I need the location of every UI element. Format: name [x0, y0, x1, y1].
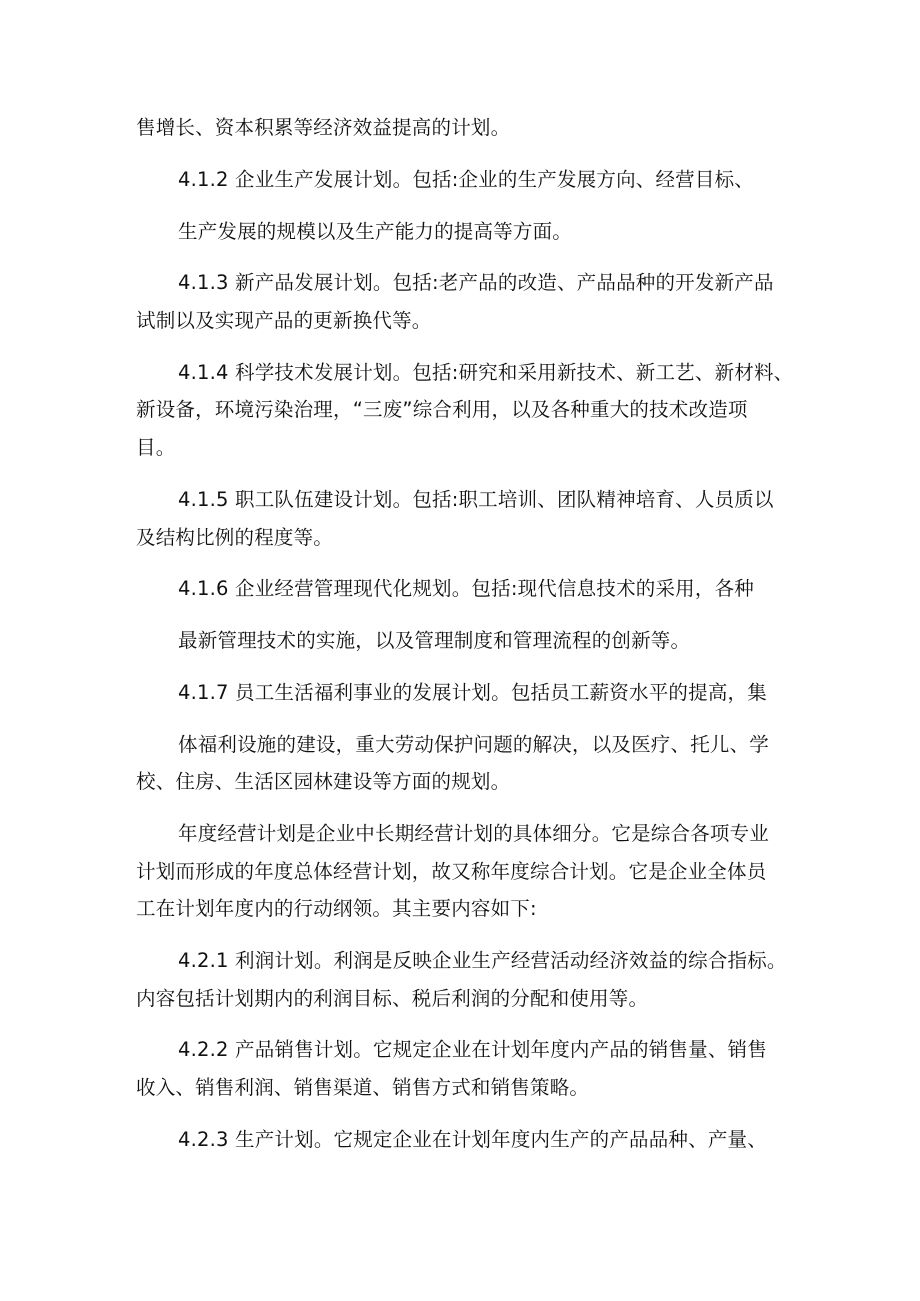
text-line-20: 内容包括计划期内的利润目标、税后利润的分配和使用等。 — [136, 987, 649, 1010]
text-line-8: 目。 — [136, 436, 176, 459]
text-line-17: 计划而形成的年度总体经营计划，故又称年度综合计划。它是企业全体员 — [136, 860, 767, 883]
text-line-6: 4.1.4 科学技术发展计划。包括:研究和采用新技术、新工艺、新材料、 — [178, 361, 794, 384]
text-line-10: 及结构比例的程度等。 — [136, 526, 334, 549]
text-line-12: 最新管理技术的实施，以及管理制度和管理流程的创新等。 — [178, 629, 691, 652]
text-line-18: 工在计划年度内的行动纲领。其主要内容如下: — [136, 897, 537, 920]
text-line-22: 收入、销售利润、销售渠道、销售方式和销售策略。 — [136, 1076, 590, 1099]
text-line-14: 体福利设施的建设，重大劳动保护问题的解决，以及医疗、托儿、学 — [178, 733, 770, 756]
text-line-9: 4.1.5 职工队伍建设计划。包括:职工培训、团队精神培育、人员质以 — [178, 488, 774, 511]
text-line-1: 售增长、资本积累等经济效益提高的计划。 — [136, 116, 511, 139]
text-line-5: 试制以及实现产品的更新换代等。 — [136, 309, 432, 332]
text-line-16: 年度经营计划是企业中长期经营计划的具体细分。它是综合各项专业 — [178, 822, 770, 845]
text-line-7: 新设备，环境污染治理，“三废”综合利用，以及各种重大的技术改造项 — [136, 398, 748, 421]
text-line-2: 4.1.2 企业生产发展计划。包括:企业的生产发展方向、经营目标、 — [178, 168, 754, 191]
text-line-11: 4.1.6 企业经营管理现代化规划。包括:现代信息技术的采用，各种 — [178, 577, 754, 600]
text-line-19: 4.2.1 利润计划。利润是反映企业生产经营活动经济效益的综合指标。 — [178, 949, 787, 972]
text-line-21: 4.2.2 产品销售计划。它规定企业在计划年度内产品的销售量、销售 — [178, 1038, 767, 1061]
text-line-4: 4.1.3 新产品发展计划。包括:老产品的改造、产品品种的开发新产品 — [178, 271, 774, 294]
text-line-13: 4.1.7 员工生活福利事业的发展计划。包括员工薪资水平的提高，集 — [178, 681, 767, 704]
text-line-15: 校、住房、生活区园林建设等方面的规划。 — [136, 770, 511, 793]
text-line-23: 4.2.3 生产计划。它规定企业在计划年度内生产的产品品种、产量、 — [178, 1128, 767, 1151]
text-line-3: 生产发展的规模以及生产能力的提高等方面。 — [178, 220, 573, 243]
